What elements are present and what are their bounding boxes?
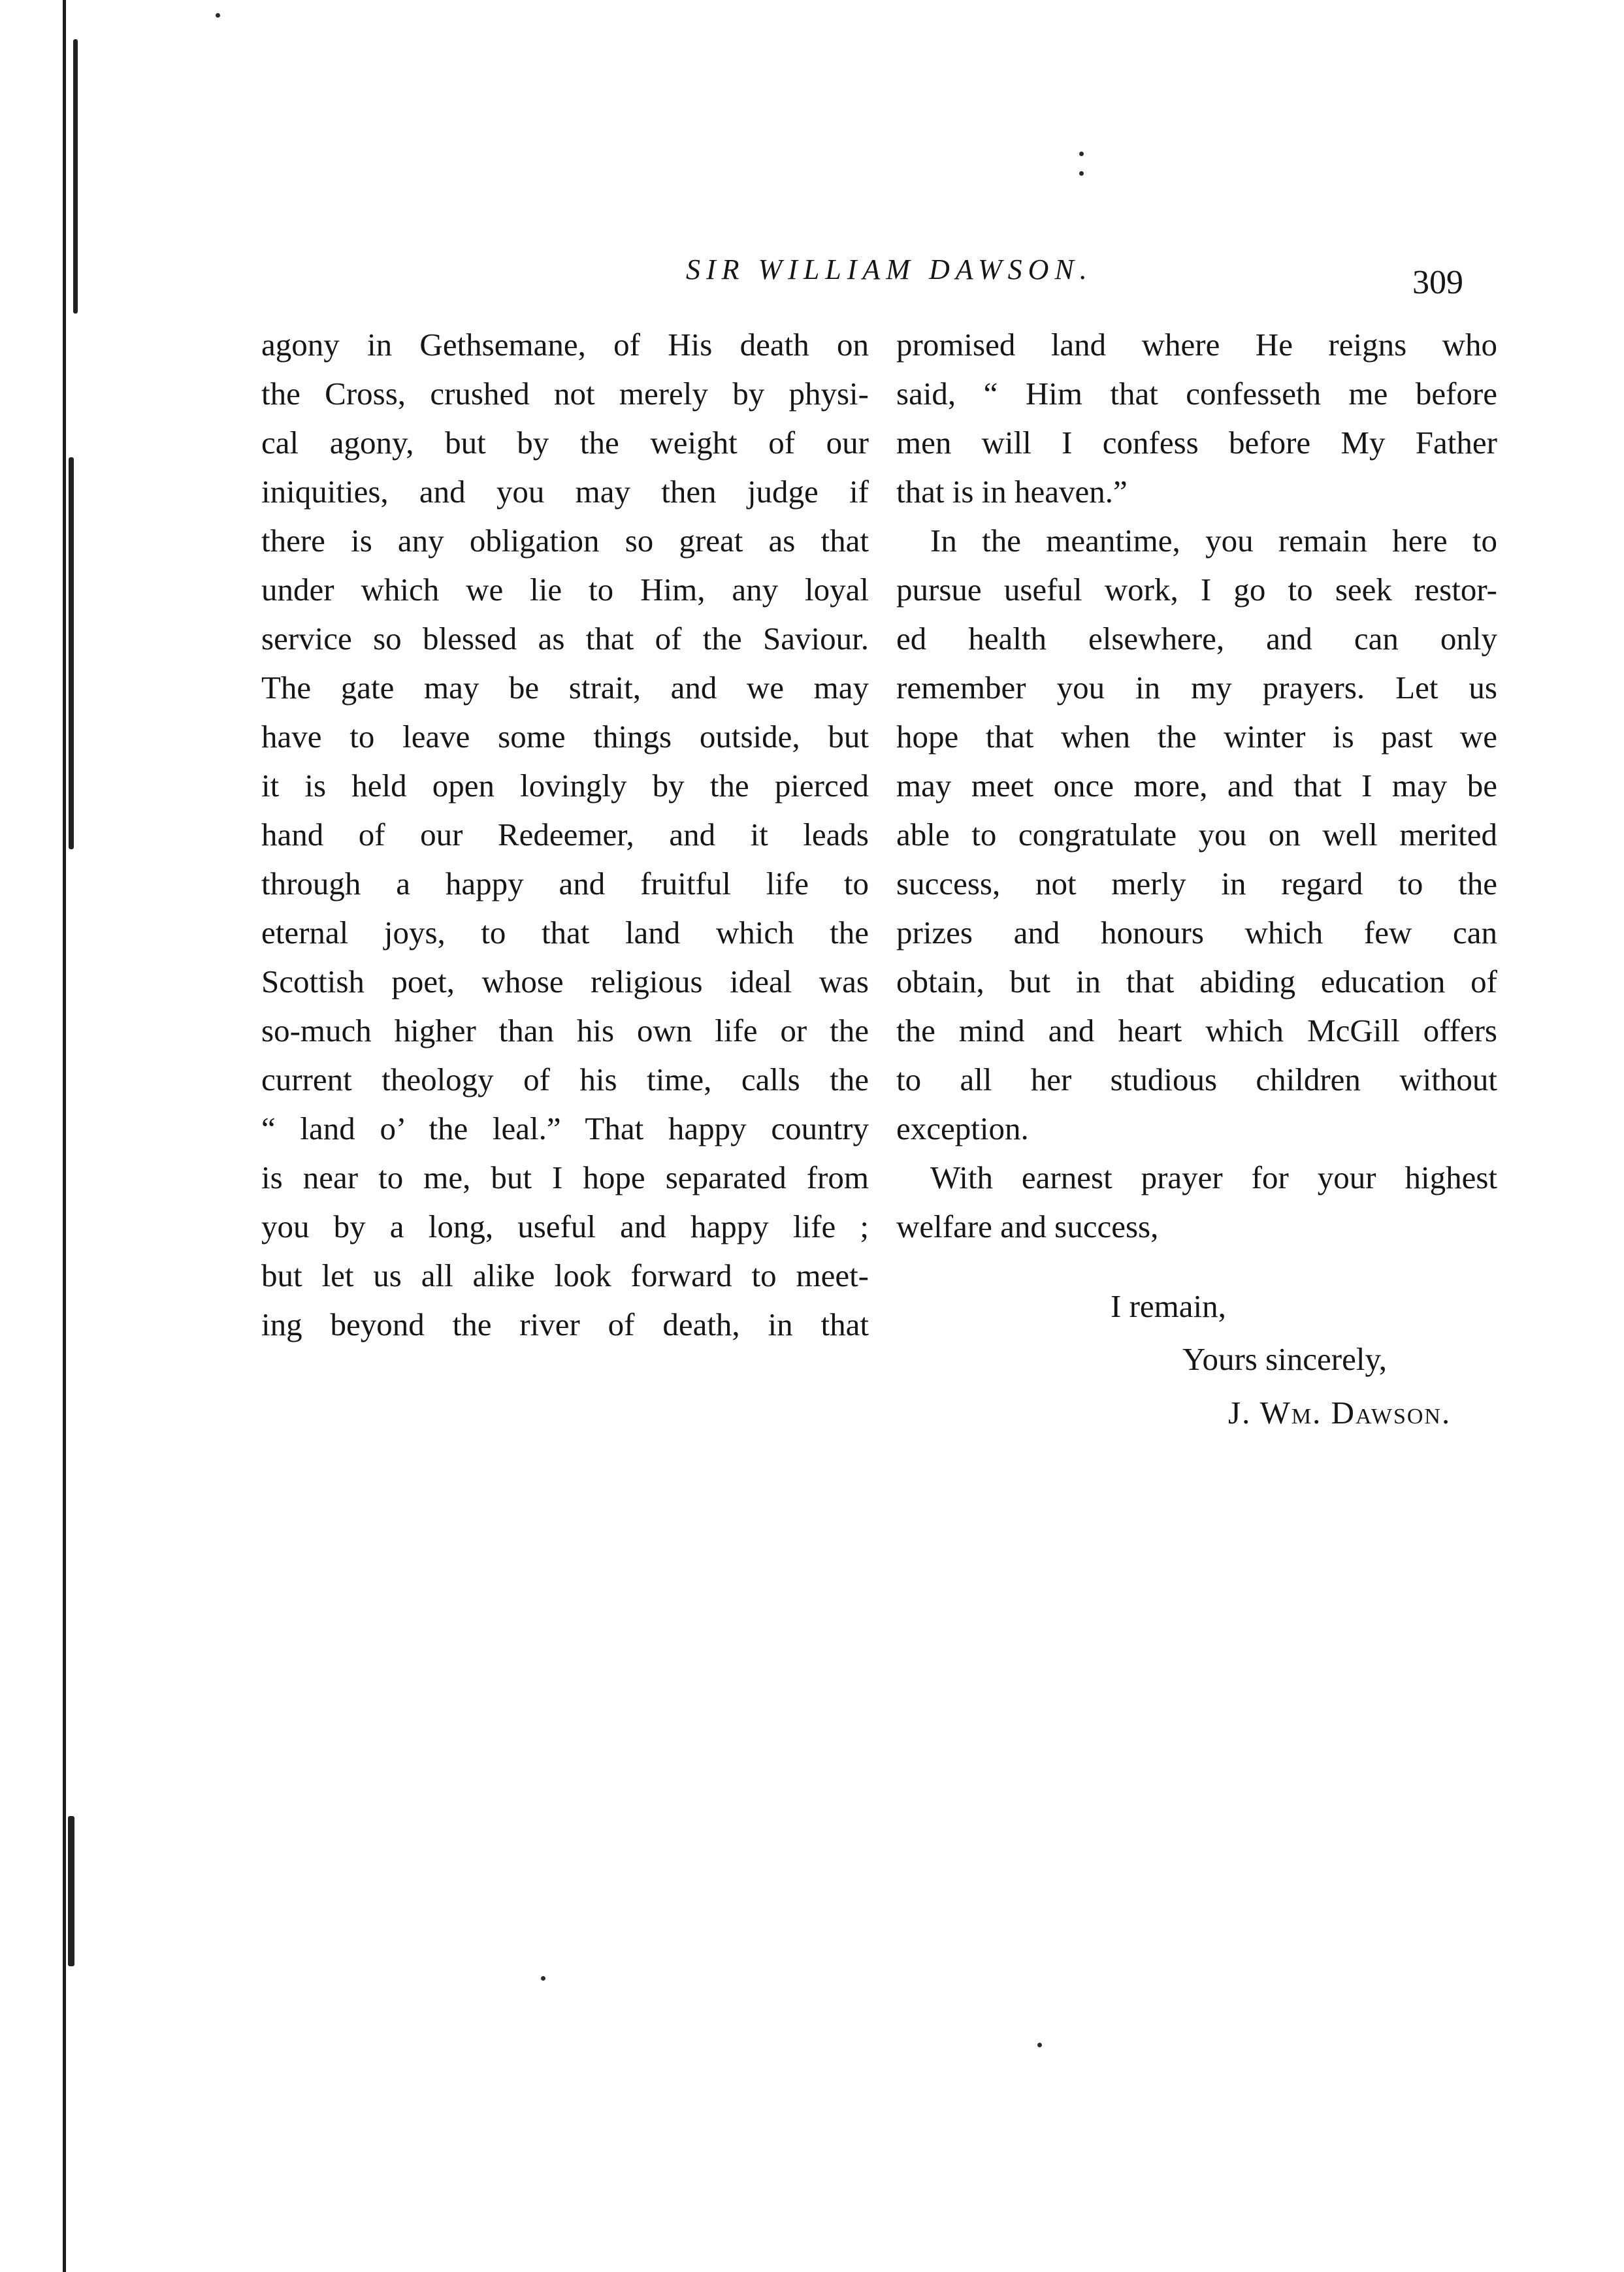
text-line: able to congratulate you on well merited xyxy=(896,817,1497,852)
text-line: current theology of his time, calls the xyxy=(261,1062,869,1097)
text-line: ing beyond the river of death, in that xyxy=(261,1306,869,1342)
text-line: hope that when the winter is past we xyxy=(896,719,1497,755)
left-column xyxy=(261,320,869,1349)
binding-smudge xyxy=(69,457,74,849)
text-line: but let us all alike look forward to meet- xyxy=(261,1258,869,1293)
text-line: obtain, but in that abiding education of xyxy=(896,964,1497,999)
text-line: cal agony, but by the weight of our xyxy=(261,425,869,461)
signature: J. Wm. Dawson. xyxy=(1228,1395,1452,1431)
scan-speck xyxy=(1037,2043,1042,2047)
text-line: said, “ Him that confesseth me before xyxy=(896,376,1497,412)
text-line: service so blessed as that of the Saviour. xyxy=(261,621,869,657)
text-line: success, not merly in regard to the xyxy=(896,866,1497,901)
closing-valediction: Yours sincerely, xyxy=(1182,1341,1388,1377)
text-line: ed health elsewhere, and can only xyxy=(896,621,1497,657)
text-line: there is any obligation so great as that xyxy=(261,523,869,559)
text-line: men will I confess before My Father xyxy=(896,425,1497,461)
text-line: Scottish poet, whose religious ideal was xyxy=(261,964,869,999)
closing-remain: I remain, xyxy=(1111,1288,1226,1324)
binding-smudge xyxy=(73,39,78,314)
scan-speck xyxy=(541,1976,545,1981)
text-line: may meet once more, and that I may be xyxy=(896,768,1497,803)
text-line: the Cross, crushed not merely by physi- xyxy=(261,376,869,412)
text-line: remember you in my prayers. Let us xyxy=(896,670,1497,706)
text-line: pursue useful work, I go to seek restor- xyxy=(896,572,1497,608)
text-line: the mind and heart which McGill offers xyxy=(896,1013,1497,1048)
text-line: is near to me, but I hope separated from xyxy=(261,1160,869,1195)
text-line: through a happy and fruitful life to xyxy=(261,866,869,901)
text-line: iniquities, and you may then judge if xyxy=(261,474,869,510)
text-line: exception. xyxy=(896,1111,1029,1146)
text-line: have to leave some things outside, but xyxy=(261,719,869,755)
text-line: promised land where He reigns who xyxy=(896,327,1497,363)
page-number: 309 xyxy=(1412,264,1463,301)
text-line: prizes and honours which few can xyxy=(896,915,1497,950)
text-line: eternal joys, to that land which the xyxy=(261,915,869,950)
text-line: With earnest prayer for your highest xyxy=(930,1160,1497,1195)
scan-speck xyxy=(216,13,220,18)
scan-speck xyxy=(1079,171,1084,176)
text-line: you by a long, useful and happy life ; xyxy=(261,1209,869,1244)
binding-edge xyxy=(63,0,66,2272)
paragraph xyxy=(896,320,1497,516)
text-line: under which we lie to Him, any loyal xyxy=(261,572,869,608)
text-line: The gate may be strait, and we may xyxy=(261,670,869,706)
text-line: that is in heaven.” xyxy=(896,474,1128,510)
text-line: agony in Gethsemane, of His death on xyxy=(261,327,869,363)
paragraph xyxy=(896,1153,1497,1251)
running-head: SIR WILLIAM DAWSON. xyxy=(686,253,1093,285)
paragraph xyxy=(896,516,1497,1153)
binding-smudge xyxy=(68,1816,74,1966)
text-line: “ land o’ the leal.” That happy country xyxy=(261,1111,869,1146)
text-line: to all her studious children without xyxy=(896,1062,1497,1097)
right-column xyxy=(896,320,1497,1251)
scan-speck xyxy=(1079,152,1084,156)
text-line: so-much higher than his own life or the xyxy=(261,1013,869,1048)
text-line: hand of our Redeemer, and it leads xyxy=(261,817,869,852)
text-line: it is held open lovingly by the pierced xyxy=(261,768,869,803)
text-line: In the meantime, you remain here to xyxy=(930,523,1497,559)
text-line: welfare and success, xyxy=(896,1209,1159,1244)
